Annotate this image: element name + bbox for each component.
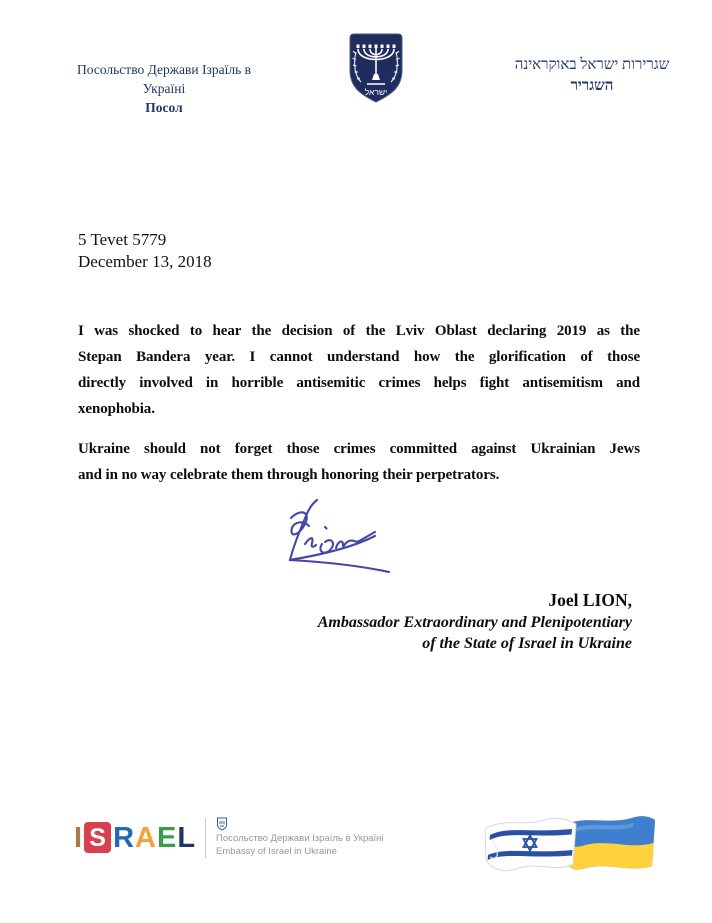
footer-embassy-block [216,817,383,858]
footer-branding [74,817,384,858]
logo-letter-s-tile [84,822,111,853]
logo-letter-i: I [74,821,83,854]
logo-letter-l: L [177,821,196,854]
dateline [78,229,212,273]
body-line: I was shocked to hear the decision of the Lviv Oblast declaring 2019 as the [78,323,640,339]
hebrew-date: 5 Tevet 5779 [78,230,167,249]
embassy-name-ukrainian: Посольство Держави Ізраїль в Україні [77,62,251,96]
paragraph-1 [78,318,640,422]
ukraine-flag-icon [566,816,655,869]
letter-body [78,318,640,488]
israel-ukraine-flags [482,809,658,888]
body-line: xenophobia. [78,401,155,417]
flags-icon [482,809,658,883]
embassy-name-hebrew: שגרירות ישראל באוקראינה [514,57,670,73]
footer-divider [205,818,206,858]
signer-name: Joel LION, [548,590,632,610]
signature-block [318,589,632,654]
logo-letter-a: A [135,821,156,854]
header-embassy-ukrainian [57,60,271,117]
israel-emblem-icon [347,32,405,104]
israel-state-emblem [347,32,405,109]
logo-letter-s: S [89,823,106,852]
israel-brand-logo [74,818,195,858]
israel-flag-icon [485,818,576,871]
footer-embassy-english: Embassy of Israel in Ukraine [216,845,337,857]
header-embassy-hebrew [490,55,694,97]
emblem-hebrew-label: ישראל [364,87,388,97]
logo-letter-e: E [156,821,177,854]
body-line: Ukraine should not forget those crimes committed against Ukrainian Jews [78,441,640,457]
gregorian-date: December 13, 2018 [78,252,212,271]
handwritten-signature [281,496,403,589]
body-line: and in no way celebrate them through honoring their perpetrators. [78,467,500,483]
signature-ink-icon [281,496,403,584]
signer-title-line-2: of the State of Israel in Ukraine [422,635,632,652]
body-line: directly involved in horrible antisemitic crimes helps fight antisemitism and [78,375,640,391]
signer-title-line-1: Ambassador Extraordinary and Plenipotentiary [317,614,632,631]
logo-letter-r: R [113,821,135,854]
paragraph-2 [78,436,640,488]
body-line: Stepan Bandera year. I cannot understand how the glorification of those [78,349,640,365]
ambassador-title-hebrew: השגריר [570,78,614,94]
ambassador-title-ukrainian: Посол [145,100,183,115]
footer-embassy-ukrainian: Посольство Держави Ізраїль в Україні [216,833,384,844]
mini-emblem-icon [216,817,228,831]
